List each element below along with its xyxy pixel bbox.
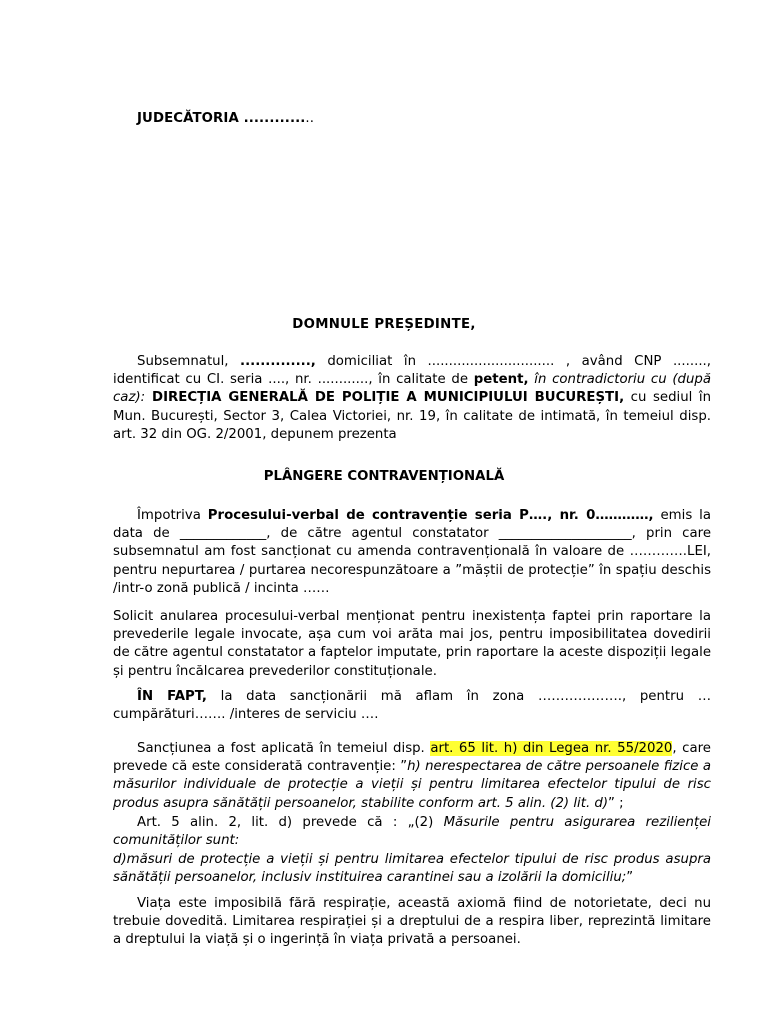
document-title: PLÂNGERE CONTRAVENȚIONALĂ xyxy=(263,469,505,484)
court-heading xyxy=(137,111,314,126)
art5-quote-1: Măsurile pentru asigurarea rezilienței comunităților sunt: xyxy=(113,815,711,849)
art5-item-d xyxy=(113,851,711,887)
intro-paragraph xyxy=(113,353,711,444)
intro-text-2: domiciliat în .............................. , având CNP ........, identificat cu CI. seria ...., nr. ............, în calitate de xyxy=(113,354,711,388)
intro-name-blank: .............., xyxy=(240,354,316,369)
against-text-1: Împotriva xyxy=(137,508,208,523)
intro-petent: petent, xyxy=(473,372,529,388)
intro-institution: DIRECȚIA GENERALĂ DE POLIȚIE A MUNICIPIULUI BUCUREȘTI, xyxy=(145,390,625,406)
court-dots: ............ xyxy=(243,111,306,126)
intro-contradictory: în contradictoriu cu (după caz): xyxy=(113,372,711,406)
sanction-text-3: ” ; xyxy=(608,795,624,811)
art5-text-1: Art. 5 alin. 2, lit. d) prevede că : „(2) xyxy=(137,815,444,830)
against-paragraph xyxy=(113,507,711,598)
sanction-text-1: Sancțiunea a fost aplicată în temeiul disp. xyxy=(137,741,431,756)
breathing-paragraph: Viața este imposibilă fără respirație, această axiomă fiind de notorietate, deci nu trebuie dovedită. Limitarea respirației și a dreptului de a respira liber, reprezintă limitare a dreptului la viață și o ingerință în viața privată a persoanei. xyxy=(113,896,711,948)
law-reference-highlight: art. 65 lit. h) din Legea nr. 55/2020 xyxy=(430,741,673,756)
intro-text-3: cu sediul în Mun. București, Sector 3, Calea Victoriei, nr. 19, în calitate de intimată, în temeiul disp. art. 32 din OG. 2/2001, depunem prezenta xyxy=(113,390,711,442)
sanction-quote: h) nerespectarea de către persoanele fizice a măsurilor individuale de protecție a vieții și pentru limitarea efectelor tipului de risc produs asupra sănătății persoanelor, stabilite conform art. 5 alin. (2) lit. d) xyxy=(113,759,711,811)
art5-text-2: ” xyxy=(626,870,634,886)
intro-text-1: Subsemnatul, xyxy=(137,354,241,369)
fact-text: la data sancționării mă aflam în zona ………………., pentru … cumpărături……. /interes de serviciu …. xyxy=(113,689,711,723)
court-label: JUDECĂTORIA xyxy=(137,111,239,126)
art5-quote-2: d)măsuri de protecție a vieții și pentru limitarea efectelor tipului de risc produs asupra sănătății persoanelor, inclusiv instituirea carantinei sau a izolării la domiciliu; xyxy=(113,852,711,886)
sanction-text-2: , care prevede că este considerată contravenție: ” xyxy=(113,741,711,775)
court-dots-tail: .. xyxy=(305,111,315,126)
request-paragraph: Solicit anularea procesului-verbal menționat pentru inexistența faptei prin raportare la prevederile legale invocate, așa cum voi arăta mai jos, pentru imposibilitatea dovedirii de către agentul constatator a faptelor imputate, prin raportare la aceste dispoziții legale și pentru încălcarea prevederilor constituționale. xyxy=(113,609,711,679)
fact-heading: ÎN FAPT, xyxy=(137,689,207,704)
fact-paragraph xyxy=(113,688,711,724)
sanction-paragraph xyxy=(113,740,711,813)
against-text-2: emis la data de _____________, de către agentul constatator ____________________, prin care subsemnatul am fost sancționat cu amenda contravențională în valoare de ………….LEI, pentru nepurtarea / purtarea necorespunzătoare a ”măștii de protecție” în spațiu deschis /intr-o zonă publică / incinta …… xyxy=(113,508,711,596)
against-report-ref: Procesului-verbal de contravenție seria P…., nr. 0…………, xyxy=(207,508,654,523)
address-line: DOMNULE PREȘEDINTE, xyxy=(292,317,476,332)
art5-paragraph xyxy=(113,814,711,850)
